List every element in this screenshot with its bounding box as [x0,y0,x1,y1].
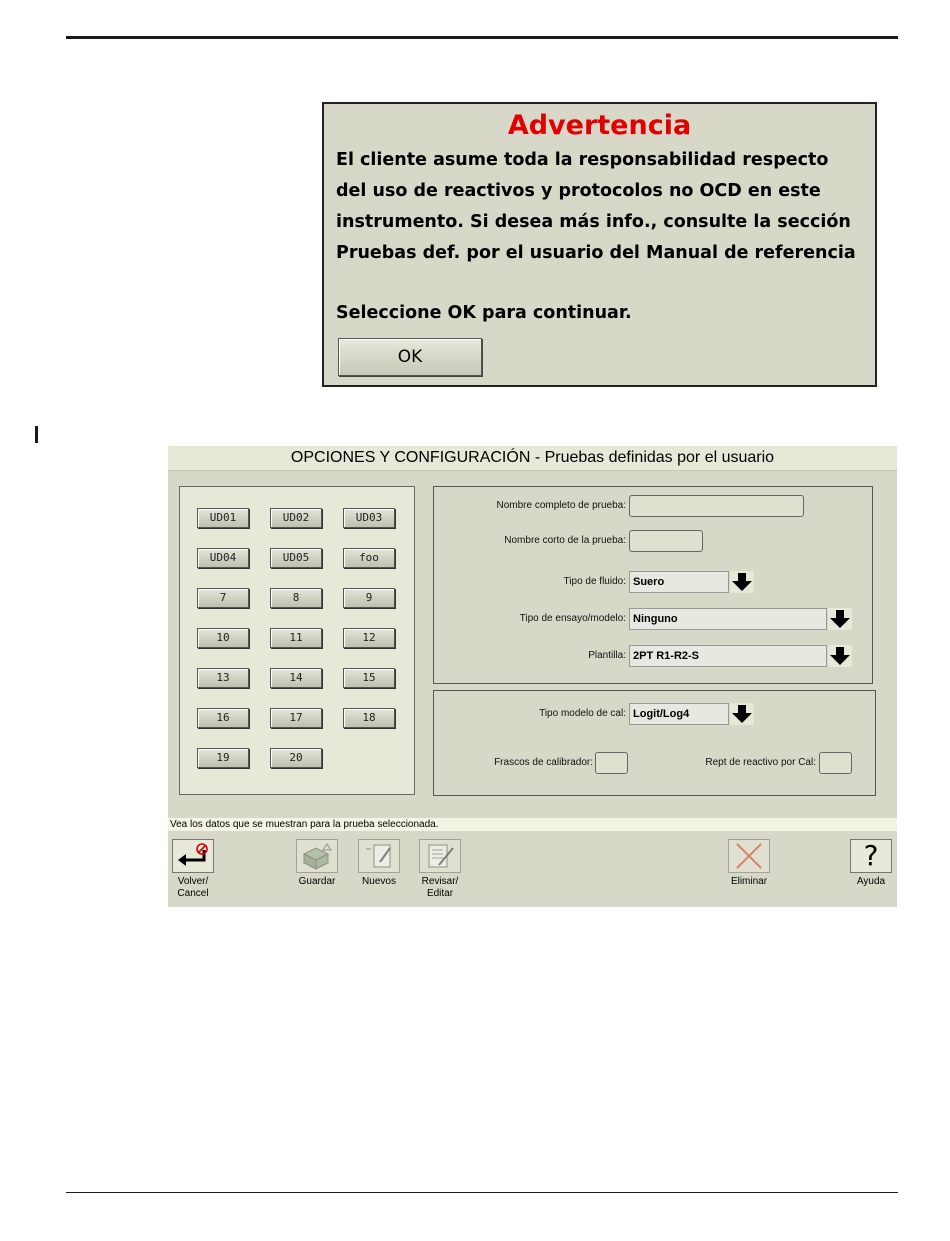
test-button-foo[interactable]: foo [343,548,395,568]
warning-title: Advertencia [507,110,692,141]
test-button-20[interactable]: 20 [270,748,322,768]
new-label: Nuevos [362,876,396,887]
test-button-17[interactable]: 17 [270,708,322,728]
test-button-ud01[interactable]: UD01 [197,508,249,528]
test-button-18[interactable]: 18 [343,708,395,728]
reagent-reps-label: Rept de reactivo por Cal: [705,757,816,768]
margin-mark [35,426,38,443]
down-arrow-icon [732,705,752,723]
down-arrow-icon [830,610,850,628]
delete-x-icon [728,839,770,873]
test-button-10[interactable]: 10 [197,628,249,648]
assay-type-dropdown[interactable] [828,608,852,630]
full-name-field[interactable] [629,495,804,517]
test-button-14[interactable]: 14 [270,668,322,688]
fluid-type-dropdown[interactable] [730,571,754,593]
test-button-ud03[interactable]: UD03 [343,508,395,528]
test-button-ud04[interactable]: UD04 [197,548,249,568]
edit-label: Editar [426,888,454,899]
warning-instruction: Seleccione OK para continuar. [336,303,632,323]
test-button-7[interactable]: 7 [197,588,249,608]
test-button-12[interactable]: 12 [343,628,395,648]
back-label: Volver/ [177,876,209,887]
test-button-15[interactable]: 15 [343,668,395,688]
save-box-icon [296,839,338,873]
warning-dialog [322,102,877,387]
test-button-19[interactable]: 19 [197,748,249,768]
down-arrow-icon [830,647,850,665]
reagent-reps-field[interactable] [819,752,852,774]
test-button-8[interactable]: 8 [270,588,322,608]
test-button-13[interactable]: 13 [197,668,249,688]
warning-text-line: Pruebas def. por el usuario del Manual de referencia [336,243,856,263]
template-select[interactable]: 2PT R1-R2-S [629,645,827,667]
bottom-rule [66,1192,898,1193]
test-button-ud05[interactable]: UD05 [270,548,322,568]
test-button-11[interactable]: 11 [270,628,322,648]
test-button-9[interactable]: 9 [343,588,395,608]
calibrator-vials-field[interactable] [595,752,628,774]
help-label: Ayuda [856,876,886,887]
short-name-label: Nombre corto de la prueba: [504,535,626,546]
warning-text-line: El cliente asume toda la responsabilidad respecto [336,150,829,170]
fluid-type-label: Tipo de fluido: [563,576,626,587]
test-button-16[interactable]: 16 [197,708,249,728]
new-button[interactable] [354,839,404,888]
save-label: Guardar [298,876,336,887]
warning-text-line: del uso de reactivos y protocolos no OCD en este [336,181,821,201]
cal-model-select[interactable]: Logit/Log4 [629,703,729,725]
template-label: Plantilla: [588,650,626,661]
edit-document-icon [419,839,461,873]
top-rule [66,36,898,39]
assay-type-select[interactable]: Ninguno [629,608,827,630]
review-edit-button[interactable] [416,839,464,900]
template-dropdown[interactable] [828,645,852,667]
help-question-icon: ? [850,839,892,873]
cal-model-label: Tipo modelo de cal: [539,708,626,719]
window-title: OPCIONES Y CONFIGURACIÓN - Pruebas definidas por el usuario [168,446,897,471]
assay-type-label: Tipo de ensayo/modelo: [519,613,626,624]
calibrator-vials-label: Frascos de calibrador: [494,757,593,768]
test-button-ud02[interactable]: UD02 [270,508,322,528]
fluid-type-select[interactable]: Suero [629,571,729,593]
back-cancel-button[interactable] [170,839,216,900]
new-document-icon [358,839,400,873]
warning-text-line: instrumento. Si desea más info., consulte la sección [336,212,851,232]
save-button[interactable] [292,839,342,888]
cancel-label: Cancel [177,888,209,899]
status-bar: Vea los datos que se muestran para la prueba seleccionada. [168,818,897,831]
cal-model-dropdown[interactable] [730,703,754,725]
help-button[interactable] [848,839,894,888]
short-name-field[interactable] [629,530,703,552]
delete-label: Eliminar [730,876,768,887]
full-name-label: Nombre completo de prueba: [496,500,626,511]
delete-button[interactable] [723,839,775,888]
down-arrow-icon [732,573,752,591]
review-label: Revisar/ [421,876,459,887]
test-selection-panel [179,486,415,795]
user-defined-tests-window [168,446,897,907]
back-cancel-icon [172,839,214,873]
ok-button[interactable]: OK [338,338,482,376]
